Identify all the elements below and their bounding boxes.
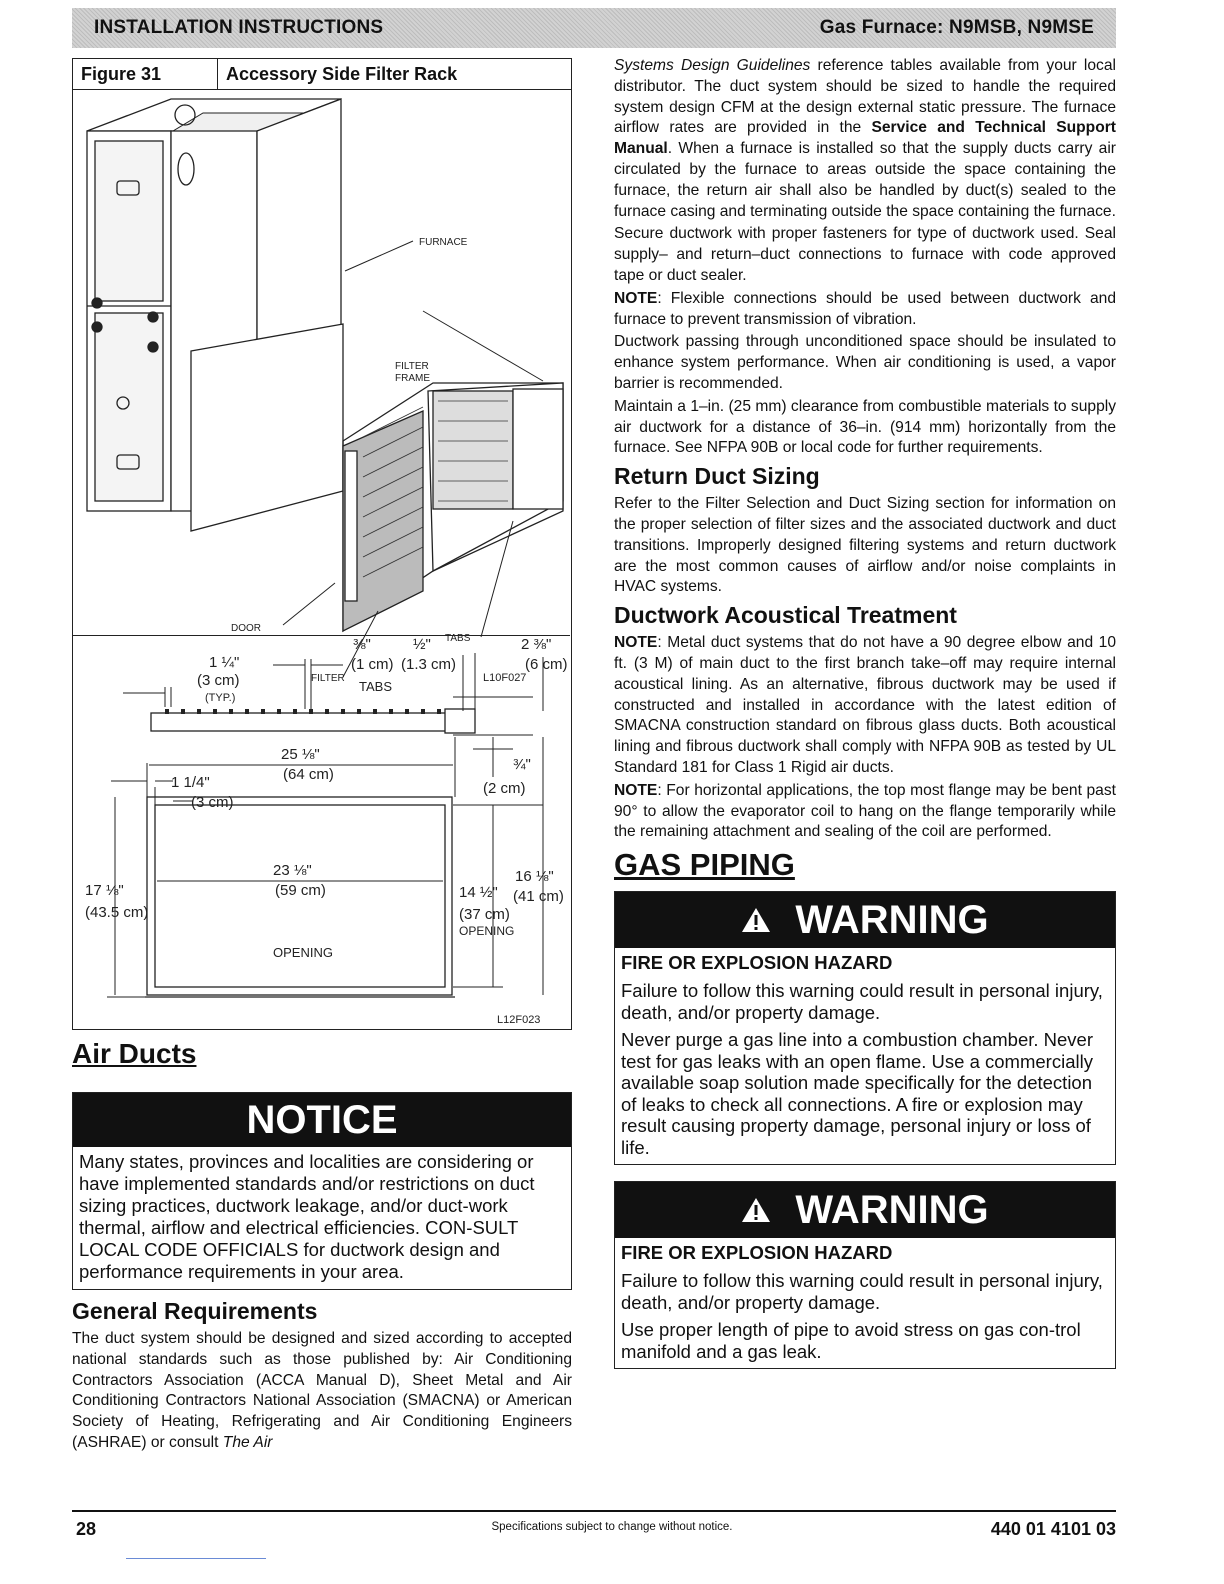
footer-rule: [72, 1510, 1116, 1512]
dim-d2: ⅜": [353, 636, 371, 653]
return-duct-text: Refer to the Filter Selection and Duct Sizing section for information on the proper selection of filter sizes and the associated ductwork and duct transitions. Improperly designed filtering systems and return ductwork are the most common causes of airflow and/or noise complaints in HVAC systems.: [614, 495, 1116, 596]
dimension-drawing: [73, 637, 570, 1029]
dim-d5cm: (64 cm): [283, 766, 334, 783]
dim-d3cm: (1.3 cm): [401, 656, 457, 673]
general-requirements-section: [72, 1298, 572, 1454]
acoustical-title: Ductwork Acoustical Treatment: [614, 602, 957, 629]
return-duct-title: Return Duct Sizing: [614, 463, 820, 490]
warning-2-text-2: Use proper length of pipe to avoid stress on gas con-trol manifold and a gas leak.: [621, 1319, 1081, 1362]
note-label: NOTE: [614, 289, 658, 307]
dim-d4cm: (6 cm): [525, 656, 568, 673]
left-column: [72, 58, 572, 1454]
warning-triangle-icon: [741, 907, 771, 933]
figure-header: [73, 59, 571, 90]
label-filter: FILTER: [311, 673, 345, 684]
note-label: NOTE: [614, 634, 658, 652]
dim-opening: OPENING: [273, 945, 333, 960]
general-requirements-title: General Requirements: [72, 1298, 318, 1324]
page-header: [72, 8, 1116, 48]
guidelines-bold: Service and Technical Support Manual: [614, 119, 1116, 158]
page-number: 28: [76, 1519, 97, 1539]
air-ducts-section: [72, 1038, 572, 1070]
dim-d3: ½": [413, 636, 431, 653]
hazard-title-1: FIRE OR EXPLOSION HAZARD: [621, 952, 893, 974]
guidelines-italic: Systems Design Guidelines: [614, 57, 811, 74]
note-label: NOTE: [614, 781, 658, 799]
dim-d9cm: (59 cm): [275, 882, 326, 899]
air-ducts-title: Air Ducts: [72, 1038, 197, 1069]
dim-d8cm: (41 cm): [513, 888, 564, 905]
label-filter-frame-1: FILTER: [395, 361, 429, 372]
right-column: [614, 56, 1116, 1369]
header-left-title: INSTALLATION INSTRUCTIONS: [94, 17, 384, 38]
notice-text: Many states, provinces and localities are considering or have implemented standards and/or restrictions on duct sizing practices, ductwork leakage, and/or duct-work thermal, airflow and electrical efficiencies. CON-SULT LOCAL CODE OFFICIALS for ductwork design and performance requirements in your area.: [79, 1151, 535, 1282]
paragraph-clearance: Maintain a 1–in. (25 mm) clearance from combustible materials to supply air ductwork for a distance of 36–in. (914 mm) horizontally from the furnace. See NFPA 90B or local code for further requirements.: [614, 397, 1116, 457]
warning-box-2: [614, 1181, 1116, 1369]
footer-note: Specifications subject to change without notice.: [491, 1521, 733, 1533]
note-text: : Flexible connections should be used between ductwork and furnace to prevent transmission of vibration.: [614, 289, 1116, 328]
label-filter-frame-2: FRAME: [395, 373, 430, 384]
dim-d2cm: (1 cm): [351, 656, 394, 673]
warning-2-text-1: Failure to follow this warning could result in personal injury, death, and/or property damage.: [621, 1270, 1103, 1313]
note-text: : Metal duct systems that do not have a 90 degree elbow and 10 ft. (3 M) of main duct to the first branch take–off may require internal acoustical lining. As an alternative, fibrous ductwork may be used if constructed and installed in accordance with the latest edition of SMACNA construction standard on fibrous glass ducts. Both acoustical lining and fibrous ductwork shall comply with NFPA 90B as tested by UL Standard 181 for Class 1 Rigid air ducts.: [614, 634, 1116, 776]
warning-label-1: WARNING: [795, 897, 989, 942]
warning-1-text-2: Never purge a gas line into a combustion chamber. Never test for gas leaks with an open flame. Use a commercially available soap solution made specifically for the detection of leaks to check all connections. A fire or explosion may result causing property damage, personal injury or loss of life.: [621, 1029, 1094, 1158]
label-door: DOOR: [231, 623, 261, 634]
note-acoustical: [614, 633, 1116, 779]
warning-label-2: WARNING: [795, 1187, 989, 1232]
paragraph-unconditioned-space: Ductwork passing through unconditioned space should be insulated to enhance system performance. When air conditioning is used, a vapor barrier is recommended.: [614, 333, 1116, 392]
gas-piping-title: GAS PIPING: [614, 847, 795, 883]
paragraph-secure-ductwork: Secure ductwork with proper fasteners for type of ductwork used. Seal supply– and return–duct connections to furnace with code approved tape or duct sealer.: [614, 225, 1116, 284]
label-furnace: FURNACE: [419, 237, 468, 248]
figure-code-bottom: L12F023: [497, 1014, 541, 1026]
guidelines-text-a: reference tables available from your local distributor. The duct system should be sized to handle the required system design CFM at the design external static pressure. The furnace airflow rates are provided in the: [614, 57, 1116, 137]
warning-bar-2: [615, 1182, 1115, 1238]
hazard-title-2: FIRE OR EXPLOSION HAZARD: [621, 1242, 893, 1264]
note-flexible-connections: [614, 289, 1116, 331]
footer-link-underline: [126, 1558, 266, 1559]
dim-d4: 2 ⅜": [521, 636, 552, 653]
figure-number: Figure 31: [73, 59, 218, 89]
general-requirements-text: [72, 1329, 572, 1454]
general-text-main: The duct system should be designed and sized according to accepted national standards such as those published by: Air Conditioning Contractors Association (ACCA Manual D), Sheet Metal and Air Conditioning Contractors National Association (SMACNA) or American Society of Heating, Refrigerating and Air Conditioning Engineers (ASHRAE) or consult: [72, 1330, 572, 1451]
dim-d9: 23 ⅛": [273, 862, 312, 879]
dim-d5: 25 ⅛": [281, 746, 320, 763]
dim-d8: 16 ⅛": [515, 868, 554, 885]
figure-title: Accessory Side Filter Rack: [226, 64, 458, 84]
warning-1-text-1: Failure to follow this warning could result in personal injury, death, and/or property damage.: [621, 980, 1103, 1023]
dim-d10cm: (43.5 cm): [85, 904, 149, 921]
dim-tabs: TABS: [359, 679, 392, 694]
dim-typ: (TYP.): [205, 692, 236, 704]
warning-triangle-icon: [741, 1197, 771, 1223]
document-number: 440 01 4101 03: [990, 1519, 1116, 1539]
note-horizontal: [614, 781, 1116, 843]
dim-d7: ¾": [513, 756, 531, 773]
dim-d6cm: (3 cm): [191, 794, 234, 811]
header-right-title: Gas Furnace: N9MSB, N9MSE: [819, 17, 1094, 38]
guidelines-text-b: . When a furnace is installed so that the supply ducts carry air circulated by the furnace to areas outside the space containing the furnace, the return air shall also be handled by duct(s) sealed to the furnace casing and terminating outside the space containing the furnace.: [614, 140, 1116, 220]
dim-d10: 17 ⅛": [85, 882, 124, 899]
notice-box: [72, 1092, 572, 1290]
warning-bar-1: [615, 892, 1115, 948]
note-text: : For horizontal applications, the top most flange may be bent past 90° to allow the evaporator coil to hang on the flange temporarily while the remaining attachment and sealing of the coil are performed.: [614, 781, 1116, 841]
dim-d11cm: (37 cm): [459, 906, 510, 923]
warning-box-1: [614, 891, 1116, 1165]
label-tabs: TABS: [445, 633, 471, 644]
general-text-italic: The Air: [222, 1433, 273, 1451]
dimension-svg: [73, 637, 570, 1029]
figure-31: [72, 58, 572, 1030]
dim-d1: 1 ¼": [209, 654, 240, 671]
dim-d6: 1 1/4": [171, 774, 210, 791]
paragraph-duct-guidelines: [614, 56, 1116, 222]
notice-label: NOTICE: [73, 1093, 571, 1147]
dim-d11: 14 ½": [459, 884, 498, 901]
dim-opening-right: OPENING: [459, 924, 515, 938]
dim-d7cm: (2 cm): [483, 780, 526, 797]
dim-d1cm: (3 cm): [197, 672, 240, 689]
figure-code-top: L10F027: [483, 672, 527, 684]
